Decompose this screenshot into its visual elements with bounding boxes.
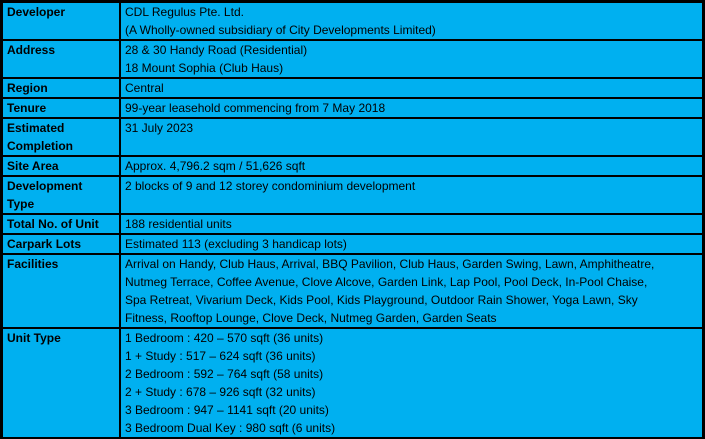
row-value-line: Estimated 113 (excluding 3 handicap lots) — [125, 237, 347, 251]
table-row-total-no-of-unit — [3, 215, 702, 233]
row-label: Site Area — [3, 157, 119, 175]
table-row-developer — [3, 3, 702, 39]
row-label-line: Development — [7, 179, 83, 193]
table-row-region — [3, 79, 702, 97]
row-value-line: (A Wholly-owned subsidiary of City Developments Limited) — [125, 23, 436, 37]
table-row-address — [3, 41, 702, 77]
row-label: Facilities — [3, 255, 119, 327]
row-label-line: Completion — [7, 139, 73, 153]
row-value-line: 18 Mount Sophia (Club Haus) — [125, 61, 284, 75]
row-value — [121, 329, 702, 437]
row-value — [121, 157, 702, 175]
table-row-site-area — [3, 157, 702, 175]
row-value-line: 31 July 2023 — [125, 121, 194, 135]
row-value-line: CDL Regulus Pte. Ltd. — [125, 5, 244, 19]
table-row-estimated-completion — [3, 119, 702, 155]
row-value-line: 99-year leasehold commencing from 7 May 2018 — [125, 101, 386, 115]
row-value-line: 188 residential units — [125, 217, 232, 231]
project-details-table — [1, 1, 704, 439]
row-value — [121, 215, 702, 233]
row-value-line: Fitness, Rooftop Lounge, Clove Deck, Nutmeg Garden, Garden Seats — [125, 311, 497, 325]
row-value — [121, 235, 702, 253]
row-label: Region — [3, 79, 119, 97]
row-value — [121, 255, 702, 327]
table-row-carpark-lots — [3, 235, 702, 253]
table-row-unit-type — [3, 329, 702, 437]
row-label: Developer — [3, 3, 119, 39]
row-value-line: 2 blocks of 9 and 12 storey condominium development — [125, 179, 416, 193]
row-value-line: 2 + Study : 678 – 926 sqft (32 units) — [125, 385, 316, 399]
row-value-line: 3 Bedroom : 947 – 1141 sqft (20 units) — [125, 403, 329, 417]
row-value-line: Spa Retreat, Vivarium Deck, Kids Pool, Kids Playground, Outdoor Rain Shower, Yoga Lawn, Sky — [125, 293, 638, 307]
row-value-line: 28 & 30 Handy Road (Residential) — [125, 43, 308, 57]
row-value-line: 3 Bedroom Dual Key : 980 sqft (6 units) — [125, 421, 336, 435]
row-value — [121, 3, 702, 39]
row-value — [121, 99, 702, 117]
row-value — [121, 41, 702, 77]
row-value — [121, 177, 702, 213]
row-value-line: Nutmeg Terrace, Coffee Avenue, Clove Alcove, Garden Link, Lap Pool, Pool Deck, In-Pool Chaise, — [125, 275, 648, 289]
row-label-line: Estimated — [7, 121, 65, 135]
row-value-line: 2 Bedroom : 592 – 764 sqft (58 units) — [125, 367, 324, 381]
table-row-development-type — [3, 177, 702, 213]
row-label — [3, 119, 119, 155]
row-label: Tenure — [3, 99, 119, 117]
row-value-line: Approx. 4,796.2 sqm / 51,626 sqft — [125, 159, 306, 173]
row-label: Total No. of Unit — [3, 215, 119, 233]
row-label: Address — [3, 41, 119, 77]
row-value-line: Central — [125, 81, 164, 95]
row-value-line: Arrival on Handy, Club Haus, Arrival, BBQ Pavilion, Club Haus, Garden Swing, Lawn, Amphitheatre, — [125, 257, 655, 271]
row-value-line: 1 + Study : 517 – 624 sqft (36 units) — [125, 349, 316, 363]
table-row-tenure — [3, 99, 702, 117]
table-body — [3, 3, 702, 437]
row-value — [121, 79, 702, 97]
row-label — [3, 177, 119, 213]
row-value — [121, 119, 702, 155]
row-value-line: 1 Bedroom : 420 – 570 sqft (36 units) — [125, 331, 324, 345]
table-row-facilities — [3, 255, 702, 327]
row-label: Unit Type — [3, 329, 119, 437]
row-label: Carpark Lots — [3, 235, 119, 253]
row-label-line: Type — [7, 197, 35, 211]
